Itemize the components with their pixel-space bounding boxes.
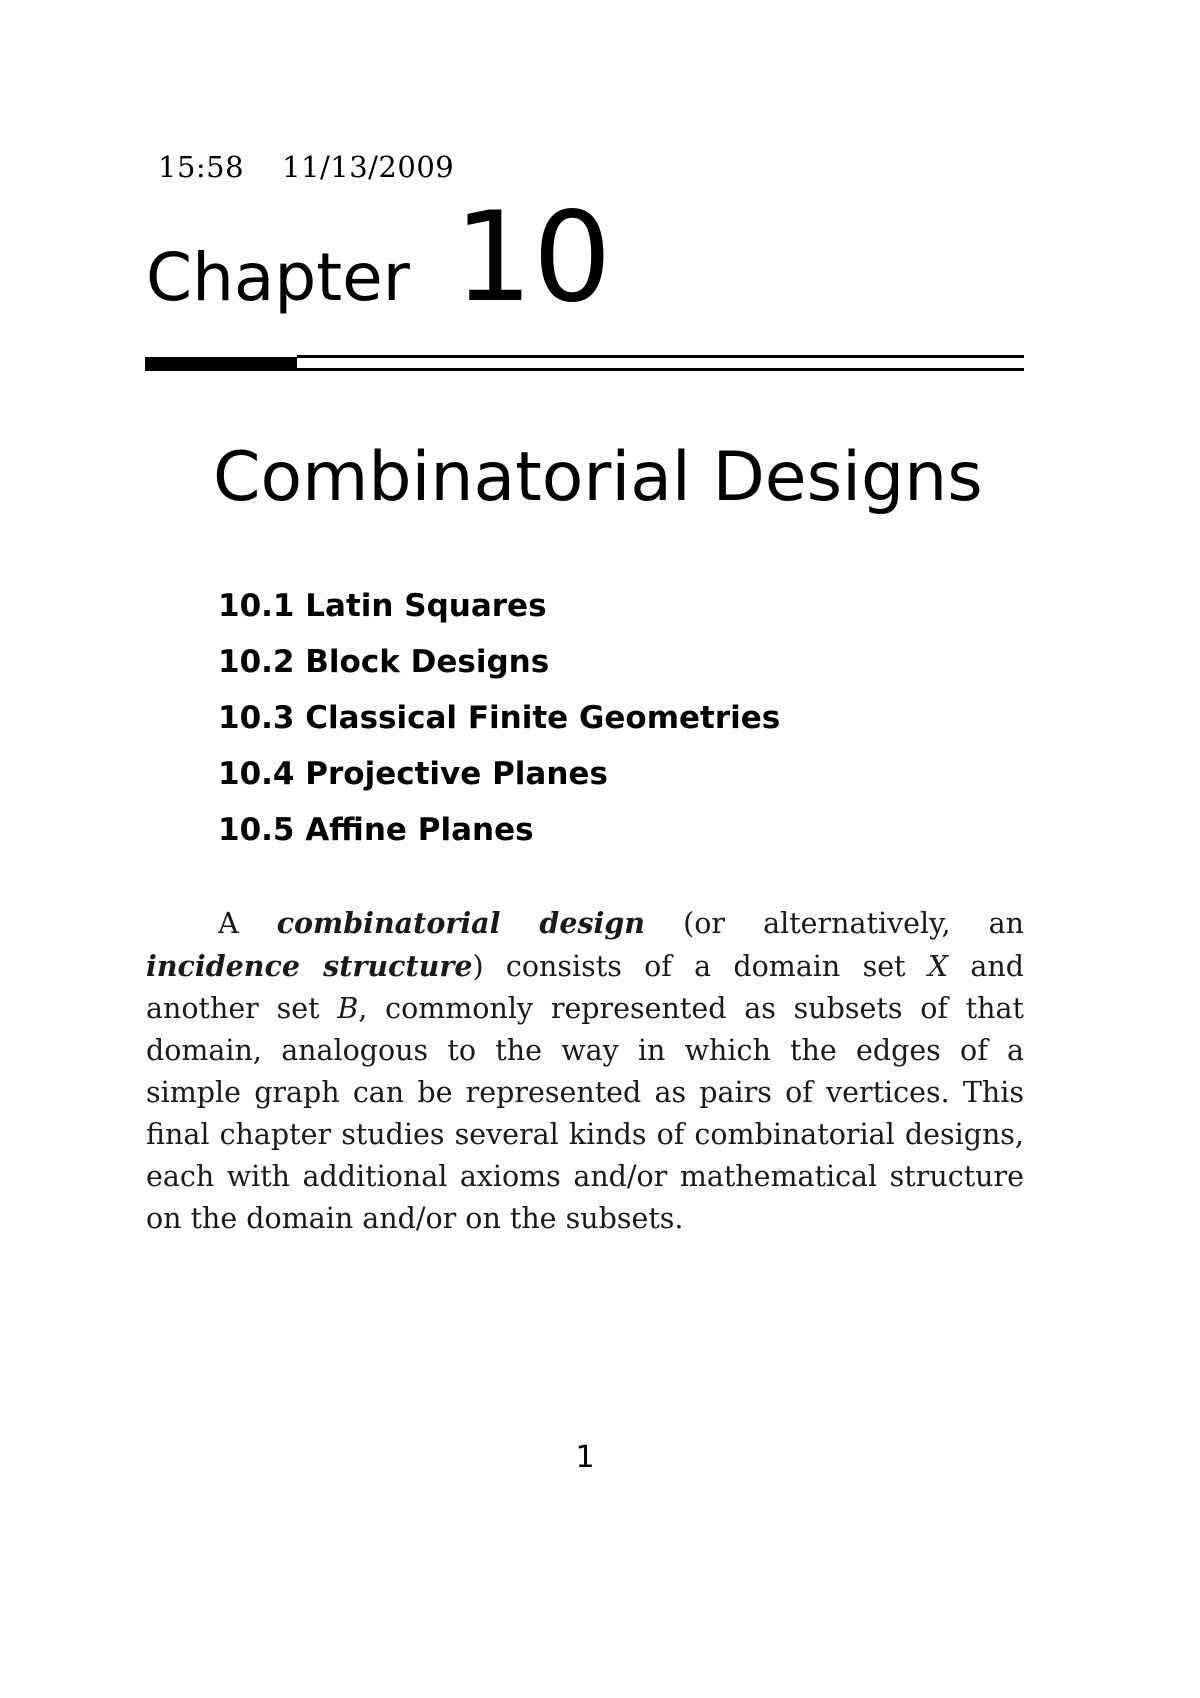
table-of-contents bbox=[218, 588, 780, 868]
variable-b: B bbox=[337, 992, 359, 1025]
toc-item[interactable]: 10.2 Block Designs bbox=[218, 644, 550, 680]
chapter-rule-thin-bottom bbox=[297, 368, 1024, 371]
timestamp bbox=[158, 150, 454, 184]
timestamp-time: 15:58 bbox=[158, 150, 245, 184]
chapter-number: 10 bbox=[453, 186, 612, 330]
intro-text: ) consists of a domain set bbox=[472, 950, 928, 983]
chapter-rule-thin-top bbox=[297, 355, 1024, 358]
intro-text: and another set bbox=[146, 950, 1024, 1025]
intro-text: , commonly represented as subsets of that domain, analogous to the way in which the edges of a simple graph can be represented as pairs of vertices. This final chapter studies several kinds of combinatorial designs, each with additional axioms and/or mathematical structure on the domain and/or on the subsets. bbox=[146, 992, 1024, 1235]
page-number: 1 bbox=[575, 1440, 595, 1475]
term-combinatorial-design: combinatorial design bbox=[276, 906, 646, 940]
chapter-heading bbox=[146, 186, 612, 330]
intro-text: (or alternatively, an bbox=[645, 907, 1024, 940]
chapter-word: Chapter bbox=[146, 239, 410, 316]
term-incidence-structure: incidence structure bbox=[146, 949, 473, 983]
intro-paragraph bbox=[146, 902, 1024, 1240]
chapter-rule-thick bbox=[145, 357, 297, 371]
timestamp-date: 11/13/2009 bbox=[282, 150, 455, 184]
toc-item[interactable]: 10.5 Affine Planes bbox=[218, 812, 534, 848]
chapter-title: Combinatorial Designs bbox=[213, 438, 983, 517]
toc-item[interactable]: 10.1 Latin Squares bbox=[218, 588, 547, 624]
intro-text: A bbox=[218, 907, 277, 940]
toc-item[interactable]: 10.3 Classical Finite Geometries bbox=[218, 700, 781, 736]
variable-x: X bbox=[927, 950, 949, 983]
toc-item[interactable]: 10.4 Projective Planes bbox=[218, 756, 608, 792]
